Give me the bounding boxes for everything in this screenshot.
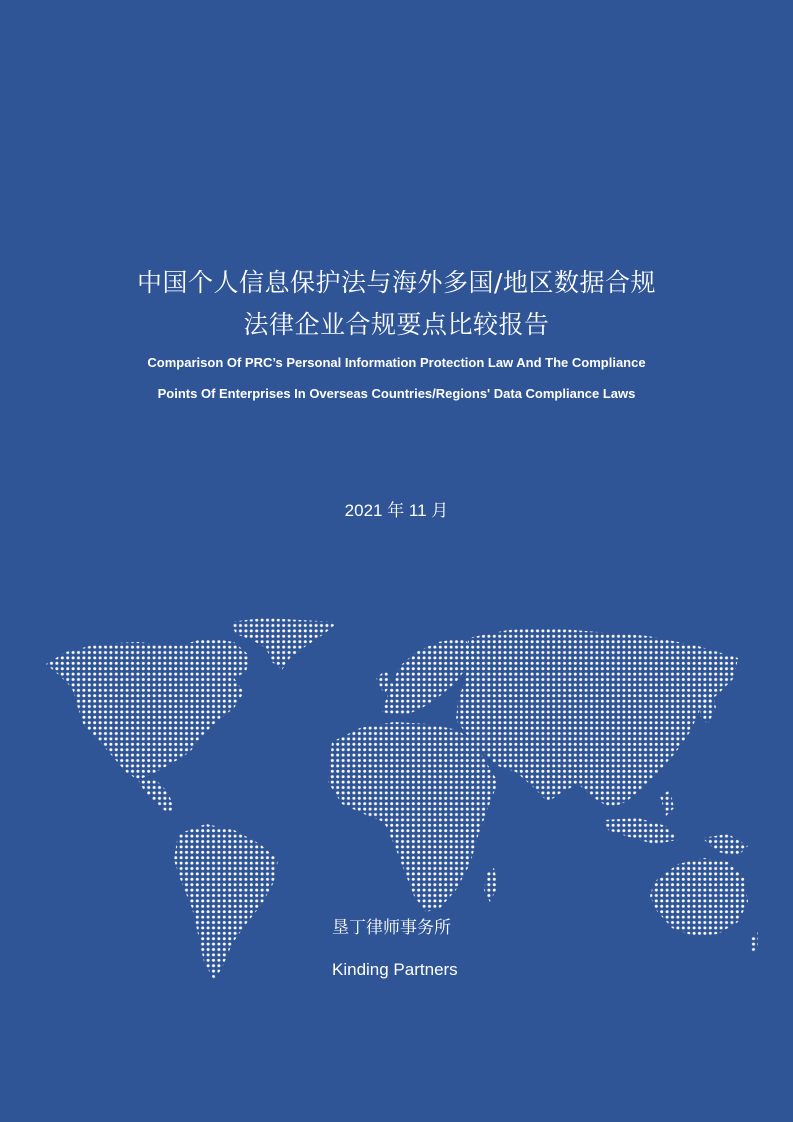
africa-shape: [328, 722, 498, 912]
title-en-line1: Comparison Of PRC’s Personal Information Protection Law And The Compliance: [147, 355, 646, 370]
indonesia-shape: [604, 818, 678, 844]
report-date: 2021 年 11 月: [344, 501, 449, 520]
madagascar-shape: [484, 868, 498, 902]
firm-name-en: Kinding Partners: [332, 960, 458, 979]
title-cn-line2: 法律企业合规要点比较报告: [243, 310, 550, 339]
australia-shape: [650, 858, 748, 936]
firm-name-cn: 垦丁律师事务所: [332, 918, 451, 938]
philippines-shape: [660, 790, 674, 816]
title-en-line2: Points Of Enterprises In Overseas Countries/Regions' Data Compliance Laws: [157, 386, 636, 401]
south-america-shape: [174, 824, 278, 980]
new-guinea-shape: [702, 834, 748, 856]
central-america-shape: [138, 778, 174, 814]
title-cn-line1: 中国个人信息保护法与海外多国/地区数据合规: [137, 268, 656, 297]
north-america-shape: [46, 638, 250, 780]
new-zealand-shape: [750, 932, 758, 952]
asia-shape: [456, 628, 738, 808]
